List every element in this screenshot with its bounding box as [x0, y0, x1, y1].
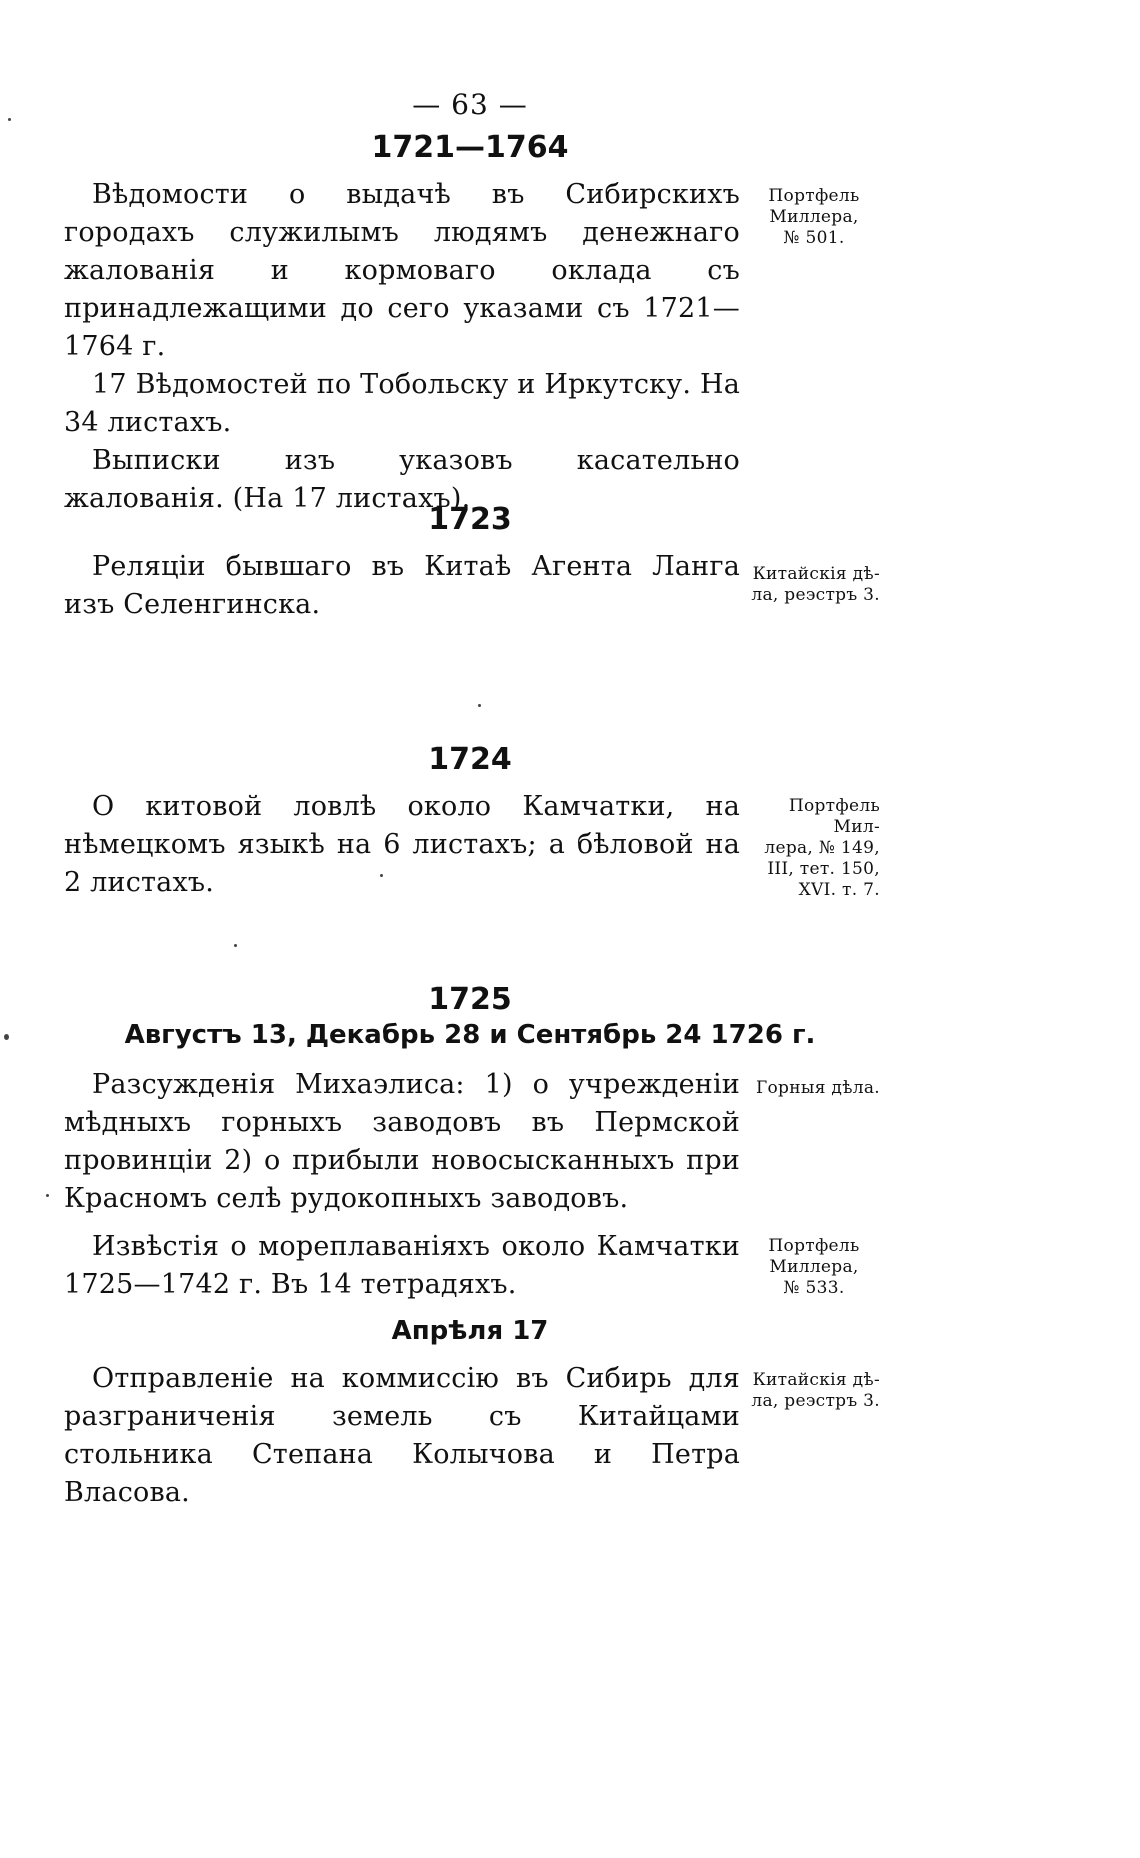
reference-line: Китайскія дѣ- — [752, 564, 880, 584]
year-heading-1725: 1725 — [428, 982, 512, 1017]
scan-speck — [478, 704, 481, 707]
entry-paragraph: Извѣстія о мореплаваніяхъ около Камчатки 1725—1742 г. Въ 14 тетрадяхъ. — [64, 1231, 740, 1300]
scan-speck — [46, 1194, 49, 1197]
reference-line: Портфель Мил- — [788, 796, 880, 837]
reference-line: XVI. т. 7. — [798, 880, 880, 900]
entry-paragraph: Вѣдомости о выдачѣ въ Сибирскихъ городахъ служилымъ людямъ денежнаго жалованія и кормоваго оклада съ принадлежащими до сего указами съ 1721—1764 г. — [64, 179, 740, 362]
year-heading-1721-1764: 1721—1764 — [371, 130, 569, 165]
archive-reference — [748, 186, 880, 249]
reference-line: ла, реэстръ 3. — [751, 585, 880, 605]
entry-paragraph: 17 Вѣдомостей по Тобольску и Иркутску. На 34 листахъ. — [64, 369, 740, 438]
dates-subheading: Августъ 13, Декабрь 28 и Сентябрь 24 1726 г. — [124, 1020, 816, 1050]
entry-michaelis-reasonings — [64, 1066, 740, 1218]
reference-line: III, тет. 150, — [767, 859, 880, 879]
reference-line: № 501. — [783, 228, 845, 248]
scan-speck — [234, 944, 237, 947]
reference-line: Миллера, — [769, 207, 859, 227]
year-heading-1724: 1724 — [428, 742, 512, 777]
archive-reference — [748, 564, 880, 606]
entry-whaling — [64, 788, 740, 902]
reference-line: ла, реэстръ 3. — [751, 1391, 880, 1411]
archive-reference — [748, 796, 880, 901]
entry-paragraph: Реляціи бывшаго въ Китаѣ Агента Ланга изъ Селенгинска. — [64, 551, 740, 620]
date-heading-april-17: Апрѣля 17 — [391, 1316, 549, 1346]
entry-paragraph: Отправленіе на коммиссію въ Сибирь для разграниченія земель съ Китайцами стольника Степана Колычова и Петра Власова. — [64, 1363, 740, 1508]
reference-line: Горныя дѣла. — [755, 1078, 880, 1098]
scan-speck — [8, 118, 11, 121]
archive-reference — [748, 1078, 880, 1099]
entry-border-commission — [64, 1360, 740, 1512]
reference-line: № 533. — [783, 1278, 845, 1298]
entry-paragraph: Выписки изъ указовъ касательно жалованія. (На 17 листахъ). — [64, 445, 740, 514]
entry-kamchatka-voyages — [64, 1228, 740, 1304]
entry-paragraph: Разсужденія Михаэлиса: 1) о учрежденіи мѣдныхъ горныхъ заводовъ въ Пермской провинціи 2) о прибыли новосысканныхъ при Красномъ селѣ рудокопныхъ заводовъ. — [64, 1069, 740, 1214]
entry-lang-reports — [64, 548, 740, 624]
reference-line: Китайскія дѣ- — [752, 1370, 880, 1390]
archive-reference — [748, 1370, 880, 1412]
reference-line: Портфель — [768, 186, 860, 206]
archive-reference — [748, 1236, 880, 1299]
entry-salary-records — [64, 176, 740, 518]
reference-line: Миллера, — [769, 1257, 859, 1277]
scan-speck — [380, 874, 383, 877]
reference-line: лера, № 149, — [764, 838, 880, 858]
reference-line: Портфель — [768, 1236, 860, 1256]
page-number: — 63 — — [412, 88, 528, 121]
year-heading-1723: 1723 — [428, 502, 512, 537]
entry-paragraph: О китовой ловлѣ около Камчатки, на нѣмецкомъ языкѣ на 6 листахъ; а бѣловой на 2 листахъ. — [64, 791, 740, 898]
scan-speck — [4, 1034, 9, 1040]
